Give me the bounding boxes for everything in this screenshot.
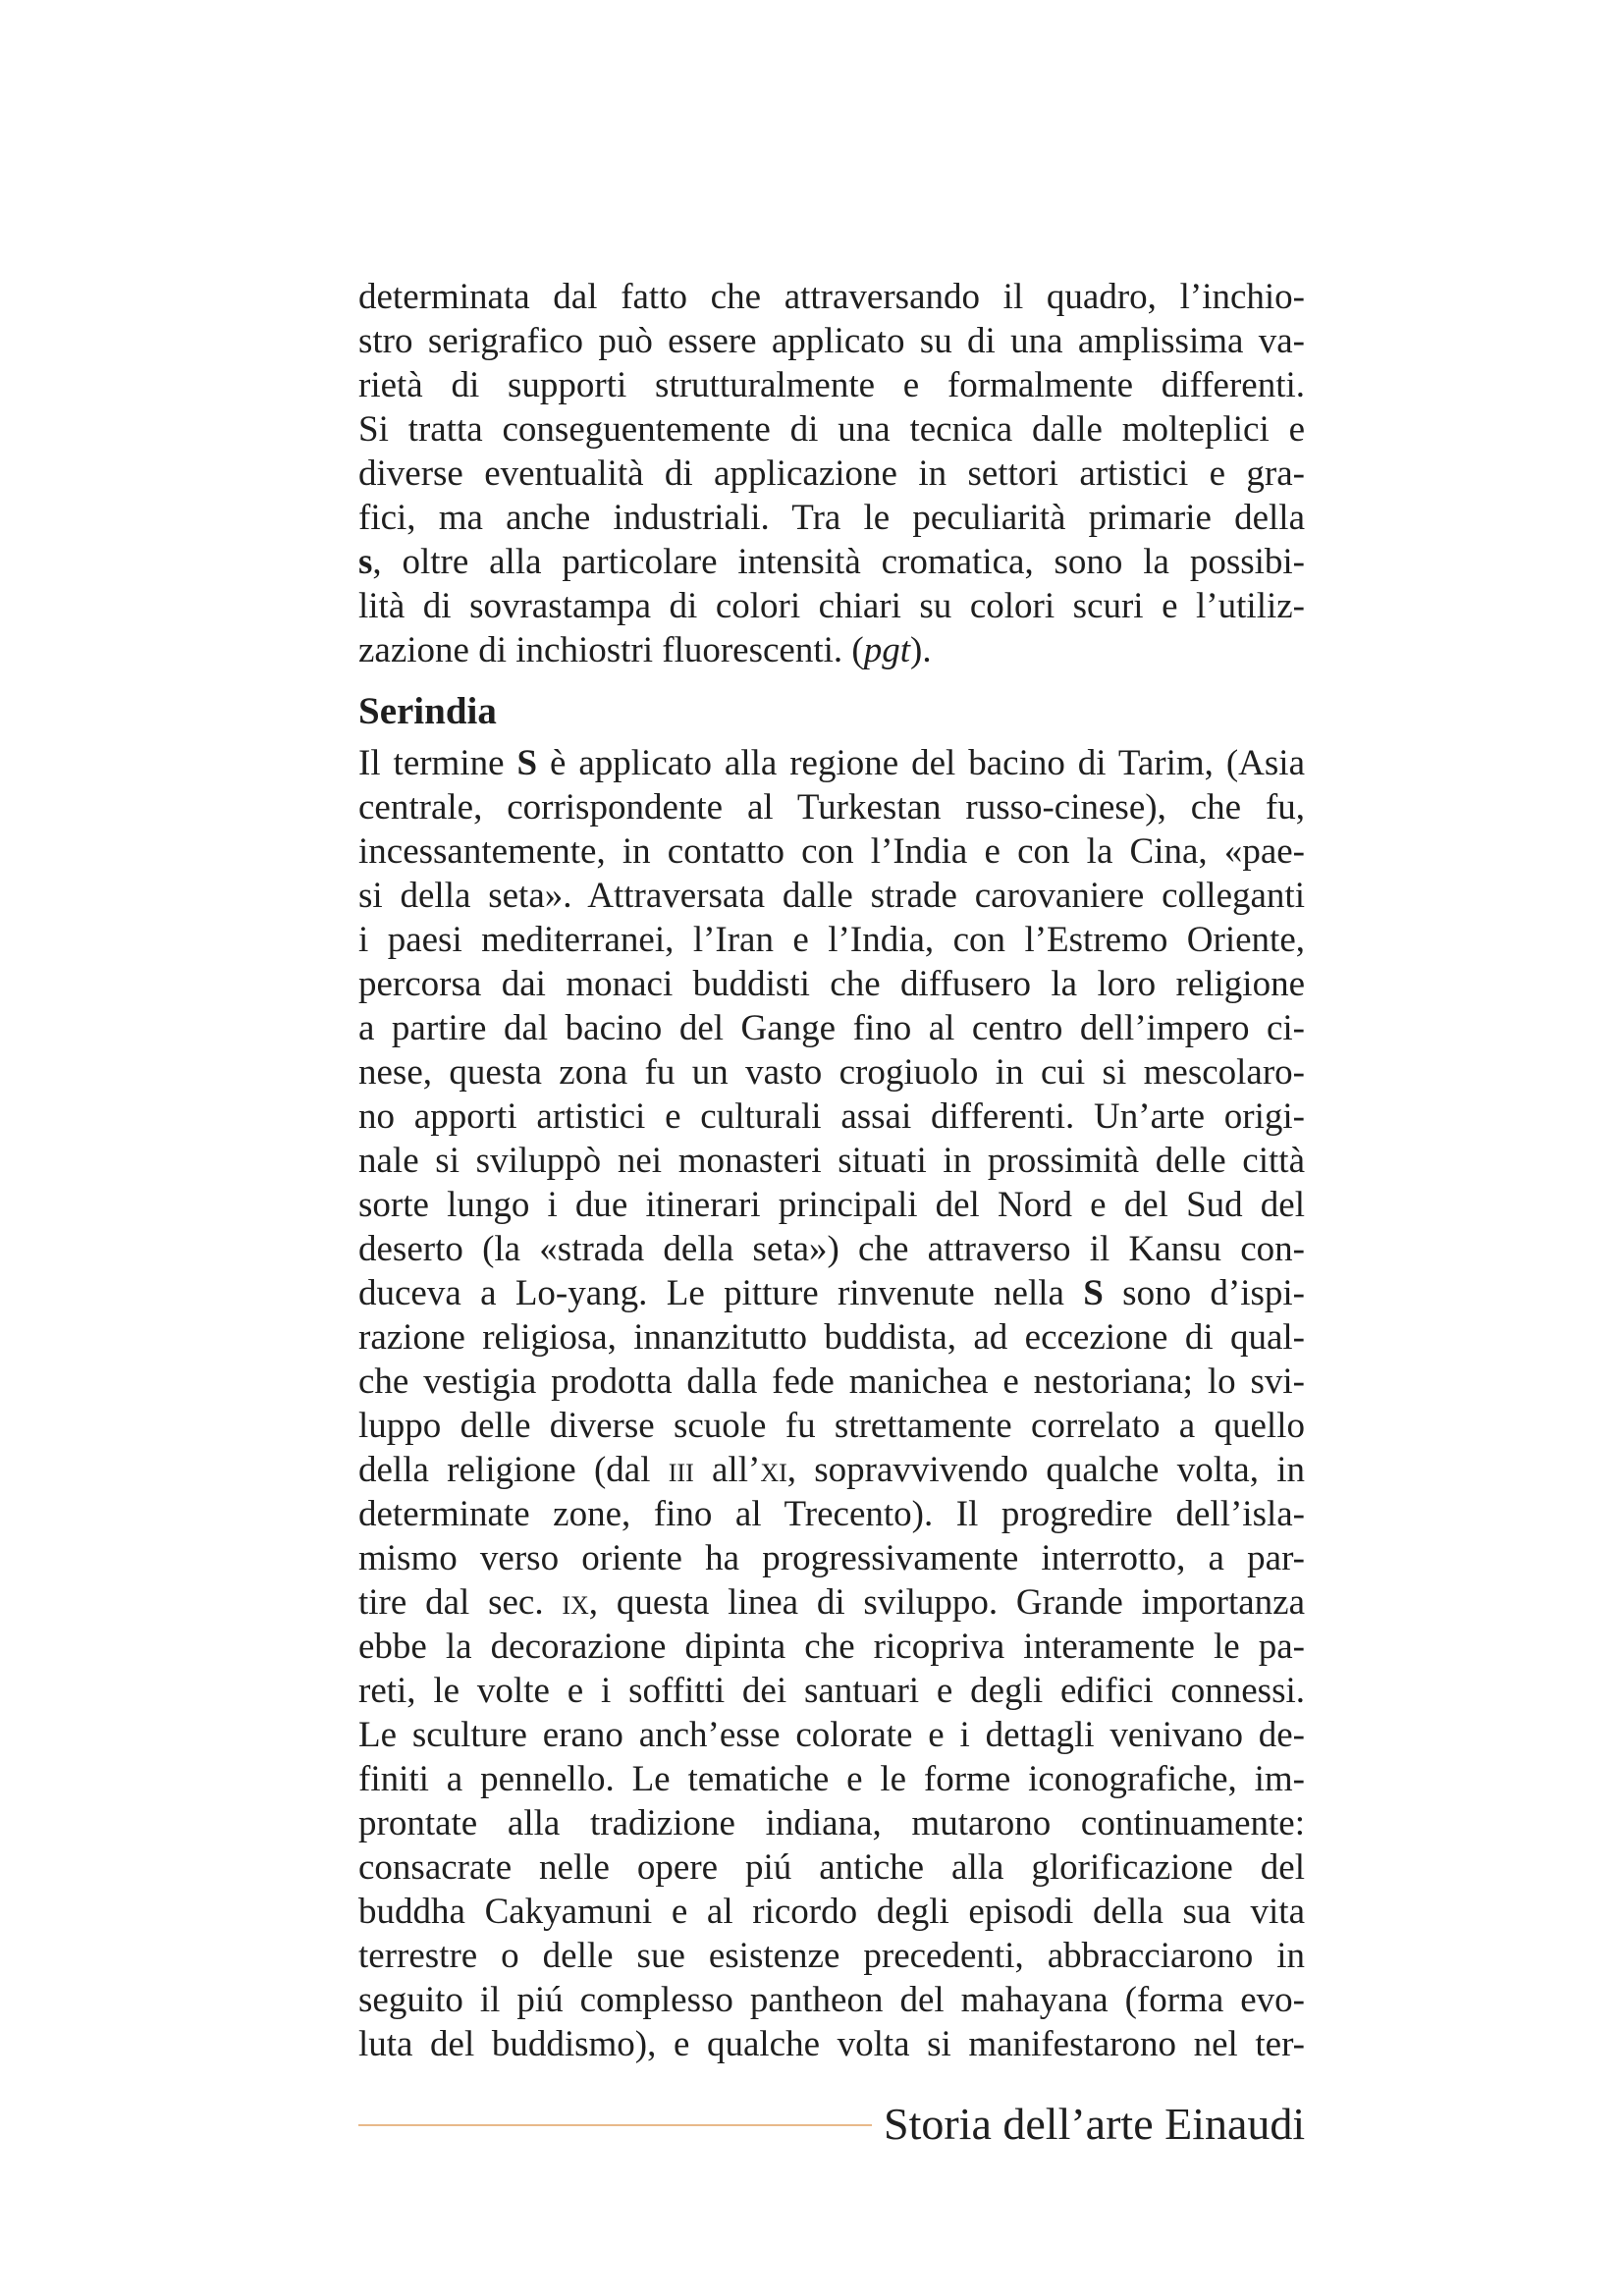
text-fragment: sono d’ispi- bbox=[1103, 1273, 1306, 1313]
text-fragment: , sopravvivendo qualche volta, in bbox=[786, 1450, 1305, 1490]
text-line bbox=[358, 1580, 1305, 1625]
text-line: i paesi mediterranei, l’Iran e l’India, con l’Estremo Oriente, bbox=[358, 920, 1305, 960]
entry-body bbox=[358, 741, 1305, 2066]
text-line bbox=[358, 540, 1305, 584]
footer-title: Storia dell’arte Einaudi bbox=[884, 2099, 1306, 2149]
text-line: buddha Cakyamuni e al ricordo degli episodi della sua vita bbox=[358, 1892, 1305, 1932]
text-line: rietà di supporti strutturalmente e formalmente differenti. bbox=[358, 365, 1305, 405]
text-line: Le sculture erano anch’esse colorate e i dettagli venivano de- bbox=[358, 1715, 1305, 1755]
text-line: prontate alla tradizione indiana, mutarono continuamente: bbox=[358, 1803, 1305, 1843]
text-fragment: , oltre alla particolare intensità cromatica, sono la possibi- bbox=[372, 542, 1305, 582]
text-line: si della seta». Attraversata dalle strade carovaniere colleganti bbox=[358, 876, 1305, 916]
text-line: determinata dal fatto che attraversando il quadro, l’inchio- bbox=[358, 277, 1305, 317]
text-line: mismo verso oriente ha progressivamente interrotto, a par- bbox=[358, 1538, 1305, 1578]
text-line: terrestre o delle sue esistenze precedenti, abbracciarono in bbox=[358, 1936, 1305, 1976]
entry-sigla: S bbox=[1083, 1273, 1104, 1313]
text-line: luppo delle diverse scuole fu strettamente correlato a quello bbox=[358, 1406, 1305, 1446]
author-initials: pgt bbox=[863, 630, 911, 670]
text-line: luta del buddismo), e qualche volta si manifestarono nel ter- bbox=[358, 2024, 1305, 2064]
text-line: percorsa dai monaci buddisti che diffusero la loro religione bbox=[358, 964, 1305, 1004]
century-numeral: iii bbox=[668, 1450, 694, 1490]
text-line: fici, ma anche industriali. Tra le peculiarità primarie della bbox=[358, 498, 1305, 538]
text-line bbox=[358, 1271, 1305, 1315]
text-line: lità di sovrastampa di colori chiari su colori scuri e l’utiliz- bbox=[358, 586, 1305, 626]
text-fragment: è applicato alla regione del bacino di Tarim, (Asia bbox=[537, 743, 1306, 783]
entry-sigla: S bbox=[516, 743, 538, 783]
text-line bbox=[358, 628, 1305, 672]
text-fragment: all’ bbox=[693, 1450, 761, 1490]
text-line: reti, le volte e i soffitti dei santuari e degli edifici connessi. bbox=[358, 1671, 1305, 1711]
entry-heading: Serindia bbox=[358, 690, 497, 732]
text-line: finiti a pennello. Le tematiche e le forme iconografiche, im- bbox=[358, 1759, 1305, 1799]
text-line: a partire dal bacino del Gange fino al centro dell’impero ci- bbox=[358, 1008, 1305, 1048]
text-line: seguito il piú complesso pantheon del mahayana (forma evo- bbox=[358, 1980, 1305, 2020]
text-line: consacrate nelle opere piú antiche alla glorificazione del bbox=[358, 1847, 1305, 1888]
text-line: no apporti artistici e culturali assai differenti. Un’arte origi- bbox=[358, 1096, 1305, 1137]
text-line: Si tratta conseguentemente di una tecnica dalle molteplici e bbox=[358, 409, 1305, 450]
entry-sigla: s bbox=[358, 542, 373, 582]
text-line: ebbe la decorazione dipinta che ricopriva interamente le pa- bbox=[358, 1627, 1305, 1667]
century-numeral: xi bbox=[760, 1450, 787, 1490]
text-line: nale si sviluppò nei monasteri situati in prossimità delle città bbox=[358, 1141, 1305, 1181]
text-fragment: della religione (dal bbox=[358, 1450, 669, 1490]
text-line: diverse eventualità di applicazione in settori artistici e gra- bbox=[358, 454, 1305, 494]
text-line: razione religiosa, innanzitutto buddista, ad eccezione di qual- bbox=[358, 1317, 1305, 1358]
text-line bbox=[358, 1448, 1305, 1492]
century-numeral: ix bbox=[562, 1582, 589, 1623]
text-line: deserto (la «strada della seta») che attraverso il Kansu con- bbox=[358, 1229, 1305, 1269]
text-line: centrale, corrispondente al Turkestan russo-cinese), che fu, bbox=[358, 787, 1305, 828]
text-line: sorte lungo i due itinerari principali del Nord e del Sud del bbox=[358, 1185, 1305, 1225]
text-fragment: zazione di inchiostri fluorescenti. ( bbox=[358, 630, 864, 670]
footer-rule bbox=[358, 2124, 872, 2126]
text-line: stro serigrafico può essere applicato su di una amplissima va- bbox=[358, 321, 1305, 361]
text-line: determinate zone, fino al Trecento). Il progredire dell’isla- bbox=[358, 1494, 1305, 1534]
text-line bbox=[358, 741, 1305, 785]
text-line: nese, questa zona fu un vasto crogiuolo in cui si mescolaro- bbox=[358, 1052, 1305, 1093]
text-fragment: , questa linea di sviluppo. Grande importanza bbox=[588, 1582, 1305, 1623]
text-fragment: tire dal sec. bbox=[358, 1582, 563, 1623]
text-fragment: ). bbox=[910, 630, 932, 670]
text-fragment: duceva a Lo-yang. Le pitture rinvenute nella bbox=[358, 1273, 1084, 1313]
text-line: incessantemente, in contatto con l’India e con la Cina, «pae- bbox=[358, 831, 1305, 872]
text-fragment: Il termine bbox=[358, 743, 517, 783]
text-line: che vestigia prodotta dalla fede manichea e nestoriana; lo svi- bbox=[358, 1362, 1305, 1402]
body-paragraph-continued bbox=[358, 275, 1305, 672]
